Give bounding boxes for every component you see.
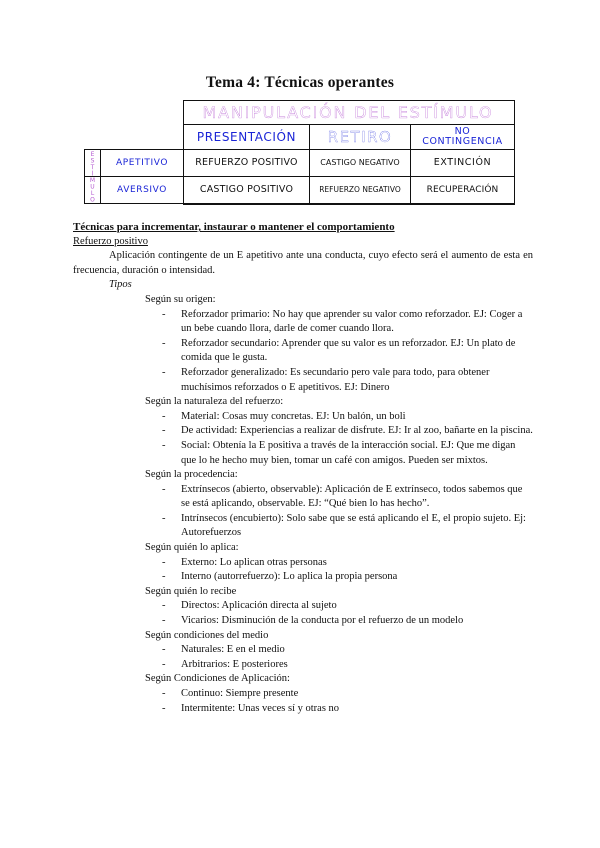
group-heading: Según Condiciones de Aplicación: [145, 673, 290, 685]
list-item: - Intrínsecos (encubierto): Solo sabe que se está aplicando el E, el propio sujeto. Ej: Autorefuerzos [181, 512, 533, 541]
document-body [73, 220, 533, 716]
list-item: - Reforzador primario: No hay que aprender su valor como reforzador. EJ: Coger a un bebe cuando llora, darle de comer cuando llora. [181, 308, 533, 337]
section-title: Técnicas para incrementar, instaurar o mantener el comportamiento [73, 221, 395, 233]
table-cell: RECUPERACIÓN [426, 184, 499, 195]
table-cell: EXTINCIÓN [433, 157, 492, 169]
list-item: - Intermitente: Unas veces sí y otras no [181, 702, 533, 717]
column-header: NO CONTINGENCIA [422, 126, 503, 147]
bullet-list [73, 687, 533, 716]
row-header: AVERSIVO [117, 184, 167, 195]
list-item: - Extrínsecos (abierto, observable): Aplicación de E extrínseco, todos sabemos que se está aplicando, observable. EJ: “Qué bien lo has hecho”. [181, 483, 533, 512]
column-header: PRESENTACIÓN [196, 130, 297, 144]
list-item: - Vicarios: Disminución de la conducta por el refuerzo de un modelo [181, 614, 533, 629]
group-heading: Según su origen: [145, 293, 216, 305]
table-cell: CASTIGO POSITIVO [199, 184, 294, 196]
list-item: - Continuo: Siempre presente [181, 687, 533, 702]
bullet-list [73, 483, 533, 541]
list-item: - Interno (autorrefuerzo): Lo aplica la propia persona [181, 570, 533, 585]
column-header: RETIRO [327, 127, 393, 146]
table-cell: REFUERZO NEGATIVO [319, 185, 401, 195]
list-item: - Material: Cosas muy concretas. EJ: Un balón, un boli [181, 410, 533, 425]
list-item: - Arbitrarios: E posteriores [181, 658, 533, 673]
bullet-list [73, 643, 533, 672]
list-item: - Directos: Aplicación directa al sujeto [181, 599, 533, 614]
row-group-label: ESTÍMULO [89, 150, 96, 203]
list-item: - Reforzador generalizado: Es secundario pero vale para todo, para obtener muchísimos reforzados o E apetitivos. EJ: Dinero [181, 366, 533, 395]
group-heading: Según condiciones del medio [145, 629, 269, 641]
bullet-list [73, 308, 533, 396]
group-heading: Según la naturaleza del refuerzo: [145, 396, 284, 408]
table-header-title: MANIPULACIÓN DEL ESTÍMULO [202, 102, 494, 122]
list-item: - Externo: Lo aplican otras personas [181, 556, 533, 571]
list-item: - Social: Obtenía la E positiva a través de la interacción social. EJ: Que me digan que lo he hecho muy bien, tomar un café con amigos. Pueden ser mixtos. [181, 439, 533, 468]
table-cell: REFUERZO POSITIVO [195, 157, 298, 169]
table-divider [84, 203, 514, 204]
subsection-title: Refuerzo positivo [73, 235, 148, 247]
page-title: Tema 4: Técnicas operantes [205, 74, 395, 91]
row-header: APETITIVO [115, 157, 169, 168]
group-heading: Según quién lo recibe [145, 585, 237, 597]
bullet-list [73, 556, 533, 585]
table-cell: CASTIGO NEGATIVO [320, 158, 400, 167]
list-item: - De actividad: Experiencias a realizar de disfrute. EJ: Ir al zoo, bañarte en la piscina. [181, 424, 533, 439]
list-item: - Reforzador secundario: Aprender que su valor es un reforzador. EJ: Un plato de comida que le gusta. [181, 337, 533, 366]
tipos-label: Tipos [109, 279, 132, 291]
group-heading: Según la procedencia: [145, 469, 238, 481]
bullet-list [73, 410, 533, 468]
bullet-list [73, 599, 533, 628]
list-item: - Naturales: E en el medio [181, 643, 533, 658]
intro-paragraph: Aplicación contingente de un E apetitivo ante una conducta, cuyo efecto será el aumento de esta en frecuencia, duración o intensidad. [73, 250, 533, 276]
group-heading: Según quién lo aplica: [145, 542, 239, 554]
